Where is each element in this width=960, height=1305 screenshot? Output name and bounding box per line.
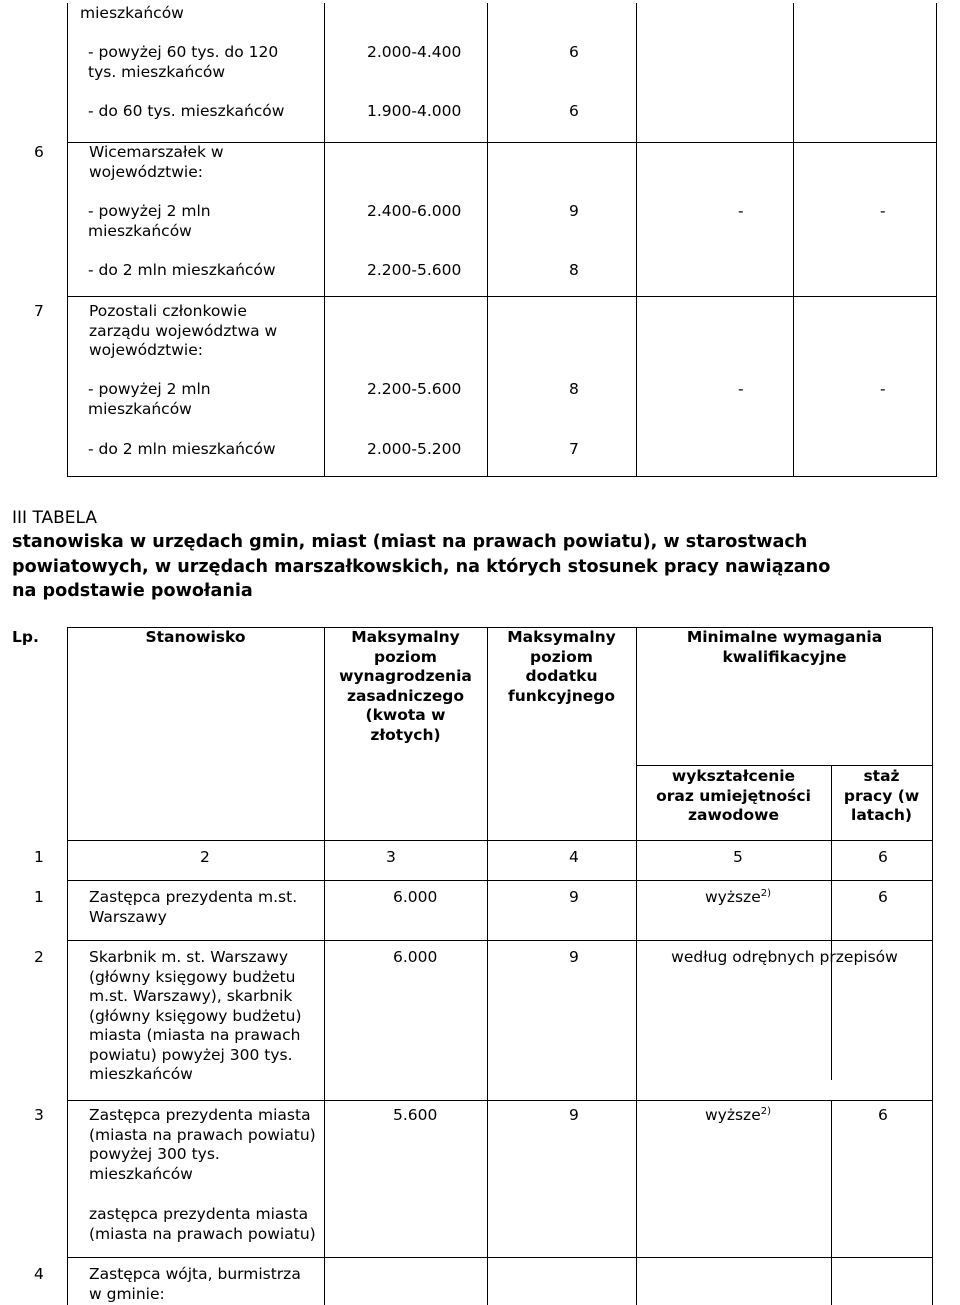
table-cell-salary: 2.200-5.600 bbox=[367, 261, 462, 279]
table-cell-lp: 4 bbox=[34, 1265, 44, 1283]
table-cell-salary: 2.400-6.000 bbox=[367, 202, 462, 220]
table-cell-position: - powyżej 60 tys. do 120 tys. mieszkańców bbox=[88, 43, 279, 81]
section-heading: III TABELA bbox=[12, 508, 98, 528]
column-divider bbox=[324, 3, 325, 477]
column-number: 1 bbox=[34, 848, 44, 866]
table-cell-position: - do 60 tys. mieszkańców bbox=[88, 102, 285, 120]
row-divider bbox=[67, 840, 933, 841]
column-number: 2 bbox=[200, 848, 210, 866]
table-cell-position: - do 2 mln mieszkańców bbox=[88, 261, 276, 279]
column-number: 4 bbox=[569, 848, 579, 866]
table-cell-position: - do 2 mln mieszkańców bbox=[88, 440, 276, 458]
table-cell-education: wyższe$^{2)}$ bbox=[705, 1105, 771, 1124]
header-lp: Lp. bbox=[12, 628, 39, 646]
footnote-ref: 2) bbox=[760, 1105, 771, 1117]
table-cell-requirements: - bbox=[880, 380, 886, 398]
table-cell-position: mieszkańców bbox=[80, 4, 184, 22]
table-cell-allowance: - bbox=[738, 202, 744, 220]
table-cell-salary: 1.900-4.000 bbox=[367, 102, 462, 120]
table-cell-lp: 2 bbox=[34, 948, 44, 966]
table-cell-salary: 6.000 bbox=[393, 948, 438, 966]
table-cell-allowance: 9 bbox=[569, 1106, 579, 1124]
row-divider bbox=[67, 940, 933, 941]
column-divider bbox=[487, 627, 488, 1305]
table-cell-category: 7 bbox=[569, 440, 579, 458]
table-cell-requirements-merged: według odrębnych przepisów bbox=[671, 948, 898, 966]
column-divider bbox=[67, 3, 68, 477]
table-cell-salary: 6.000 bbox=[393, 888, 438, 906]
column-divider bbox=[831, 1100, 832, 1305]
section-title: stanowiska w urzędach gmin, miast (miast na prawach powiatu), w starostwach powiatowych, w urzędach marszałkowskich, na których stosunek pracy nawiązano na podstawie powołania bbox=[12, 532, 831, 601]
column-number: 6 bbox=[878, 848, 888, 866]
column-number: 3 bbox=[386, 848, 396, 866]
table-cell-position: - powyżej 2 mln mieszkańców bbox=[88, 380, 211, 418]
header-allowance: Maksymalny poziom dodatku funkcyjnego bbox=[507, 628, 616, 705]
table-cell-allowance: 9 bbox=[569, 888, 579, 906]
column-divider bbox=[793, 3, 794, 477]
header-position: Stanowisko bbox=[145, 628, 246, 646]
header-salary: Maksymalny poziom wynagrodzenia zasadniczego (kwota w złotych) bbox=[339, 628, 472, 744]
header-requirements: Minimalne wymagania kwalifikacyjne bbox=[686, 628, 883, 666]
table-cell-position: Zastępca wójta, burmistrza w gminie: bbox=[89, 1265, 301, 1303]
table-cell-position: Pozostali członkowie zarządu województwa w województwie: bbox=[89, 302, 278, 359]
table-cell-salary: 2.200-5.600 bbox=[367, 380, 462, 398]
table-cell-category: 6 bbox=[569, 43, 579, 61]
row-divider bbox=[67, 880, 933, 881]
table-cell-position-extra: zastępca prezydenta miasta (miasta na prawach powiatu) bbox=[89, 1205, 316, 1243]
row-divider bbox=[636, 765, 933, 766]
table-cell-position: - powyżej 2 mln mieszkańców bbox=[88, 202, 211, 240]
row-divider bbox=[67, 1100, 933, 1101]
table-cell-category: 8 bbox=[569, 380, 579, 398]
table-cell-position: Zastępca prezydenta miasta (miasta na prawach powiatu) powyżej 300 tys. mieszkańców bbox=[89, 1106, 316, 1183]
table-cell-salary: 5.600 bbox=[393, 1106, 438, 1124]
header-education: wykształcenie oraz umiejętności zawodowe bbox=[656, 767, 811, 824]
table-cell-experience: 6 bbox=[878, 888, 888, 906]
table-cell-category: 8 bbox=[569, 261, 579, 279]
table-cell-requirements: - bbox=[880, 202, 886, 220]
table-cell-lp: 3 bbox=[34, 1106, 44, 1124]
table-cell-lp: 6 bbox=[34, 143, 44, 161]
row-divider bbox=[67, 1257, 933, 1258]
column-divider bbox=[67, 627, 68, 1305]
table-cell-experience: 6 bbox=[878, 1106, 888, 1124]
table-cell-position: Wicemarszałek w województwie: bbox=[89, 143, 224, 181]
table-cell-education: wyższe$^{2)}$ bbox=[705, 887, 771, 906]
footnote-ref: 2) bbox=[760, 887, 771, 899]
header-experience: staż pracy (w latach) bbox=[843, 767, 920, 824]
column-divider bbox=[636, 3, 637, 477]
row-divider bbox=[67, 476, 937, 477]
table-cell-salary: 2.000-4.400 bbox=[367, 43, 462, 61]
row-divider bbox=[67, 296, 937, 297]
table-cell-lp: 7 bbox=[34, 302, 44, 320]
column-number: 5 bbox=[733, 848, 743, 866]
table-cell-allowance: - bbox=[738, 380, 744, 398]
table-cell-position: Zastępca prezydenta m.st. Warszawy bbox=[89, 888, 298, 926]
table-cell-category: 9 bbox=[569, 202, 579, 220]
table-cell-lp: 1 bbox=[34, 888, 44, 906]
table-cell-salary: 2.000-5.200 bbox=[367, 440, 462, 458]
table-cell-category: 6 bbox=[569, 102, 579, 120]
column-divider bbox=[487, 3, 488, 477]
table-cell-position: Skarbnik m. st. Warszawy (główny księgowy budżetu m.st. Warszawy), skarbnik (główny księgowy budżetu) miasta (miasta na prawach powiatu) powyżej 300 tys. mieszkańców bbox=[89, 948, 302, 1083]
table-cell-allowance: 9 bbox=[569, 948, 579, 966]
column-divider bbox=[936, 3, 937, 477]
